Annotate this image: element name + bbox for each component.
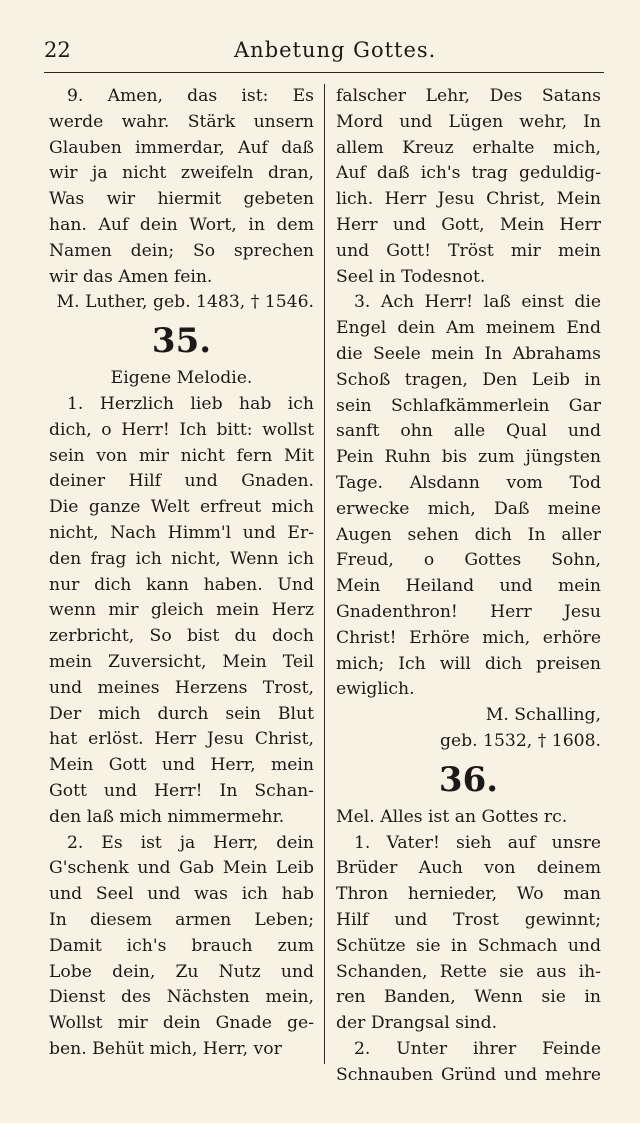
text-line: wir das Amen fein. bbox=[49, 266, 213, 287]
text-line: ewiglich. bbox=[336, 679, 415, 700]
hymn-36-text bbox=[336, 831, 601, 1089]
text-line: Schnauben Gründ und mehre bbox=[336, 1064, 601, 1085]
text-line: Glauben immerdar, Auf daß bbox=[49, 137, 314, 158]
page-number: 22 bbox=[44, 38, 71, 62]
text-line: und meines Herzens Trost, bbox=[49, 677, 314, 698]
text-line: 9. Amen, das ist: Es bbox=[67, 86, 314, 106]
text-line: 2. Unter ihrer Feinde bbox=[354, 1038, 601, 1059]
text-line: die Seele mein In Abrahams bbox=[336, 343, 601, 364]
text-line: Schütze sie in Schmach und bbox=[336, 935, 601, 956]
text-line: Namen dein; So sprechen bbox=[49, 240, 314, 261]
text-line: dich, o Herr! Ich bitt: wollst bbox=[49, 419, 314, 440]
text-line: Schoß tragen, Den Leib in bbox=[336, 369, 601, 390]
text-line: Gott und Herr! In Schan- bbox=[49, 780, 314, 801]
text-line: Augen sehen dich In aller bbox=[336, 524, 601, 545]
text-line: Herr und Gott, Mein Herr bbox=[336, 214, 601, 235]
text-line: den laß mich nimmermehr. bbox=[49, 806, 285, 827]
text-line: Was wir hiermit gebeten bbox=[49, 189, 314, 210]
text-line: Tage. Alsdann vom Tod bbox=[336, 472, 601, 493]
hymn-35-continued bbox=[336, 84, 601, 703]
text-line: Mein Heiland und mein bbox=[336, 576, 601, 597]
column-divider bbox=[324, 84, 325, 1064]
hymn-35-text bbox=[49, 392, 314, 1063]
text-line: nicht, Nach Himm'l und Er- bbox=[49, 522, 314, 543]
hymn-number: 35. bbox=[151, 321, 212, 362]
text-line: Auf daß ich's trag geduldig- bbox=[336, 163, 601, 184]
text-line: falscher Lehr, Des Satans bbox=[336, 86, 601, 106]
text-line: Pein Ruhn bis zum jüngsten bbox=[336, 447, 601, 468]
melody-line: Eigene Melodie. bbox=[110, 368, 253, 389]
text-line: deiner Hilf und Gnaden. bbox=[49, 471, 314, 492]
text-line: sanft ohn alle Qual und bbox=[336, 421, 601, 442]
text-line: Dienst des Nächsten mein, bbox=[49, 987, 314, 1008]
text-line: Freud, o Gottes Sohn, bbox=[336, 550, 601, 571]
text-line: sein Schlafkämmerlein Gar bbox=[336, 395, 601, 416]
text-line: zerbricht, So bist du doch bbox=[49, 626, 314, 647]
text-line: Mein Gott und Herr, mein bbox=[49, 755, 314, 776]
text-line: nur dich kann haben. Und bbox=[49, 574, 314, 595]
text-line: erwecke mich, Daß meine bbox=[336, 498, 601, 519]
text-line: G'schenk und Gab Mein Leib bbox=[49, 858, 314, 879]
text-line: sein von mir nicht fern Mit bbox=[49, 445, 314, 466]
header-rule bbox=[44, 72, 604, 73]
text-line: Schanden, Rette sie aus ih- bbox=[336, 961, 601, 982]
running-title: Anbetung Gottes. bbox=[234, 38, 437, 62]
text-line: Mord und Lügen wehr, In bbox=[336, 111, 601, 132]
hymn-number: 36. bbox=[438, 759, 499, 800]
text-line: ren Banden, Wenn sie in bbox=[336, 987, 601, 1008]
text-line: wenn mir gleich mein Herz bbox=[49, 600, 314, 621]
right-column bbox=[336, 84, 601, 1088]
text-line: Die ganze Welt erfreut mich bbox=[49, 497, 314, 518]
text-line: Seel in Todesnot. bbox=[336, 266, 486, 287]
text-line: Thron hernieder, Wo man bbox=[336, 884, 601, 905]
text-line: Gnadenthron! Herr Jesu bbox=[336, 601, 601, 622]
text-line: allem Kreuz erhalte mich, bbox=[336, 137, 601, 158]
text-line: In diesem armen Leben; bbox=[49, 909, 314, 930]
text-line: Christ! Erhöre mich, erhöre bbox=[336, 627, 601, 648]
text-line: 3. Ach Herr! laß einst die bbox=[354, 292, 601, 313]
text-line: 1. Vater! sieh auf unsre bbox=[354, 832, 601, 853]
text-line: Brüder Auch von deinem bbox=[336, 858, 601, 879]
text-line: mich; Ich will dich preisen bbox=[336, 653, 601, 674]
text-line: Damit ich's brauch zum bbox=[49, 935, 314, 956]
text-line: den frag ich nicht, Wenn ich bbox=[49, 548, 314, 569]
text-line: lich. Herr Jesu Christ, Mein bbox=[336, 189, 601, 210]
page-header bbox=[44, 38, 604, 68]
hymn-34-verse-9 bbox=[49, 84, 314, 290]
author-line: M. Luther, geb. 1483, † 1546. bbox=[56, 292, 314, 313]
text-line: der Drangsal sind. bbox=[336, 1013, 498, 1034]
text-line: 2. Es ist ja Herr, dein bbox=[67, 832, 314, 853]
text-line: mein Zuversicht, Mein Teil bbox=[49, 651, 314, 672]
text-line: Hilf und Trost gewinnt; bbox=[336, 909, 601, 930]
text-line: Der mich durch sein Blut bbox=[49, 703, 314, 724]
text-line: Engel dein Am meinem End bbox=[336, 318, 601, 339]
author-name: M. Schalling, bbox=[485, 705, 601, 726]
melody-line: Mel. Alles ist an Gottes rc. bbox=[336, 806, 568, 827]
text-line: wir ja nicht zweifeln dran, bbox=[49, 163, 314, 184]
author-dates: geb. 1532, † 1608. bbox=[439, 730, 601, 751]
text-line: Lobe dein, Zu Nutz und bbox=[49, 961, 314, 982]
text-line: werde wahr. Stärk unsern bbox=[49, 111, 314, 132]
text-line: hat erlöst. Herr Jesu Christ, bbox=[49, 729, 314, 750]
text-line: han. Auf dein Wort, in dem bbox=[49, 214, 314, 235]
text-line: und Seel und was ich hab bbox=[49, 884, 314, 905]
text-line: 1. Herzlich lieb hab ich bbox=[67, 393, 314, 414]
text-line: und Gott! Tröst mir mein bbox=[336, 240, 601, 261]
text-line: Wollst mir dein Gnade ge- bbox=[49, 1013, 314, 1034]
left-column bbox=[49, 84, 314, 1063]
text-line: ben. Behüt mich, Herr, vor bbox=[49, 1038, 282, 1059]
